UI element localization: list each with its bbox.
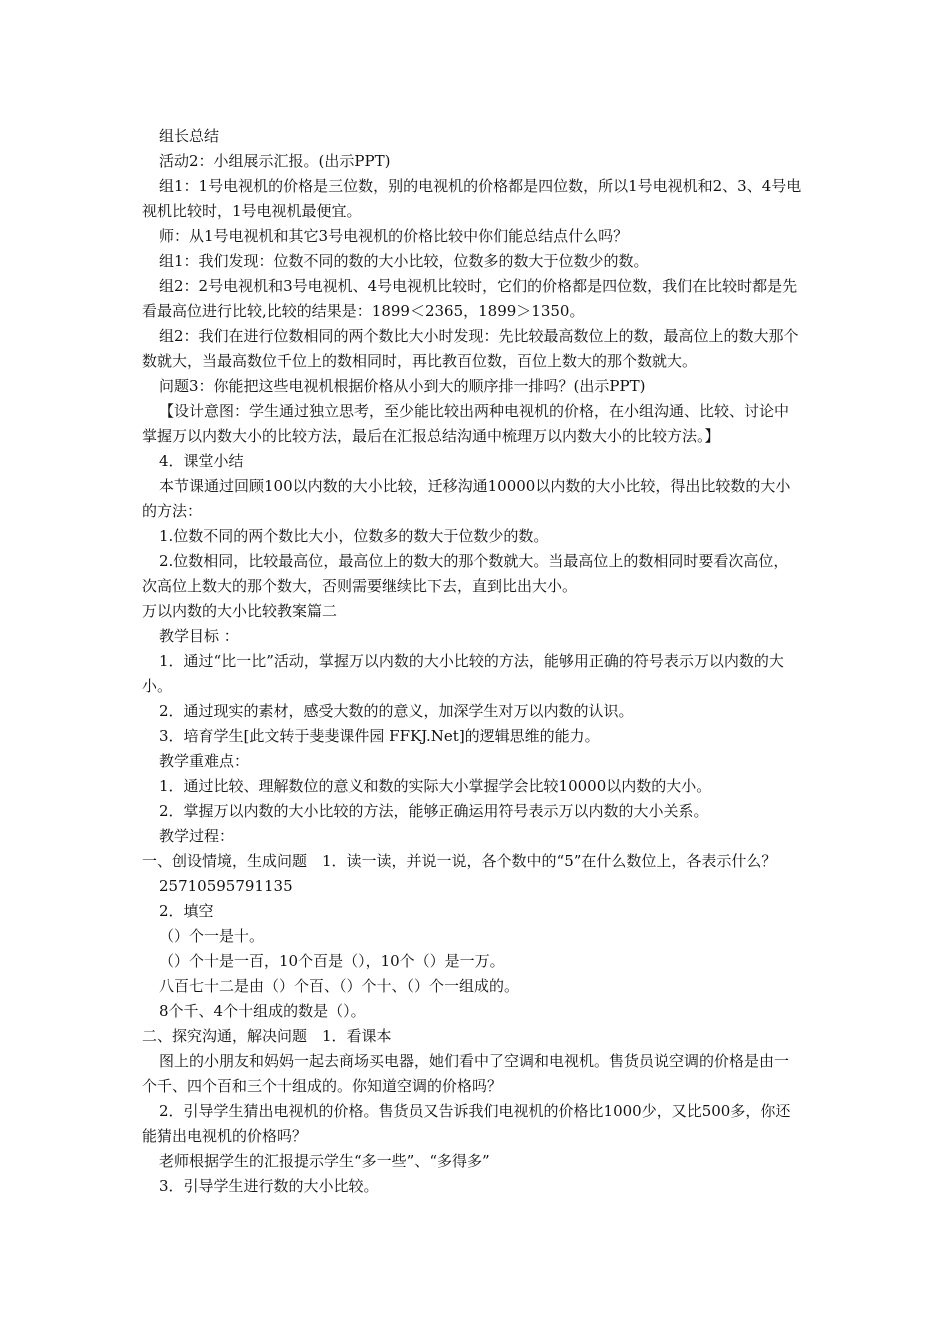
paragraph: （）个十是一百，10个百是（），10个（）是一万。 bbox=[159, 952, 505, 970]
paragraph: 教学重难点： bbox=[159, 752, 250, 770]
paragraph: 【设计意图：学生通过独立思考，至少能比较出两种电视机的价格，在小组沟通、比较、讨论中掌握万以内数大小的比较方法，最后在汇报总结沟通中梳理万以内数大小的比较方法。】 bbox=[142, 402, 790, 445]
paragraph: 2．填空 bbox=[159, 902, 214, 920]
paragraph: 一、创设情境，生成问题 1．读一读，并说一说，各个数中的“5”在什么数位上，各表示什么？ bbox=[142, 852, 777, 870]
paragraph: 组2：我们在进行位数相同的两个数比大小时发现：先比较最高数位上的数，最高位上的数大那个数就大，当最高数位千位上的数相同时，再比教百位数，百位上数大的那个数就大。 bbox=[142, 327, 799, 370]
paragraph: 组1：我们发现：位数不同的数的大小比较，位数多的数大于位数少的数。 bbox=[159, 252, 649, 270]
paragraph: 3．培育学生[此文转于斐斐课件园 FFKJ.Net]的逻辑思维的能力。 bbox=[159, 727, 600, 745]
paragraph: 问题3：你能把这些电视机根据价格从小到大的顺序排一排吗？(出示PPT) bbox=[159, 377, 646, 395]
paragraph: 教学目标 ： bbox=[159, 627, 239, 645]
paragraph: 二、探究沟通，解决问题 1．看课本 bbox=[142, 1027, 392, 1045]
paragraph: 25710595791135 bbox=[159, 877, 293, 895]
paragraph: （）个一是十。 bbox=[159, 927, 265, 945]
paragraph: 组长总结 bbox=[159, 127, 220, 145]
paragraph: 师：从1号电视机和其它3号电视机的价格比较中你们能总结点什么吗？ bbox=[159, 227, 629, 245]
paragraph: 8个千、4个十组成的数是（）。 bbox=[159, 1002, 366, 1020]
paragraph: 教学过程： bbox=[159, 827, 235, 845]
paragraph: 本节课通过回顾100以内数的大小比较，迁移沟通10000以内数的大小比较，得出比较数的大小的方法： bbox=[142, 477, 791, 520]
paragraph: 2．掌握万以内数的大小比较的方法，能够正确运用符号表示万以内数的大小关系。 bbox=[159, 802, 709, 820]
paragraph: 万以内数的大小比较教案篇二 bbox=[142, 602, 338, 620]
paragraph: 活动2：小组展示汇报。(出示PPT) bbox=[159, 152, 391, 170]
paragraph: 老师根据学生的汇报提示学生“多一些”、“多得多” bbox=[159, 1152, 490, 1170]
paragraph: 组1：1号电视机的价格是三位数，别的电视机的价格都是四位数，所以1号电视机和2、3、4号电视机比较时，1号电视机最便宜。 bbox=[142, 177, 802, 220]
paragraph: 3．引导学生进行数的大小比较。 bbox=[159, 1177, 379, 1195]
paragraph: 八百七十二是由（）个百、（）个十、（）个一组成的。 bbox=[159, 977, 520, 995]
document-body bbox=[142, 124, 802, 1199]
paragraph: 2．通过现实的素材，感受大数的的意义，加深学生对万以内数的认识。 bbox=[159, 702, 634, 720]
paragraph: 2．引导学生猜出电视机的价格。售货员又告诉我们电视机的价格比1000少，又比500多，你还能猜出电视机的价格吗？ bbox=[142, 1102, 791, 1145]
paragraph: 2.位数相同，比较最高位，最高位上的数大的那个数就大。当最高位上的数相同时要看次高位，次高位上数大的那个数大，否则需要继续比下去，直到比出大小。 bbox=[142, 552, 789, 595]
paragraph: 组2：2号电视机和3号电视机、4号电视机比较时，它们的价格都是四位数，我们在比较时都是先看最高位进行比较,比较的结果是：1899＜2365，1899＞1350。 bbox=[142, 277, 798, 320]
paragraph: 图上的小朋友和妈妈一起去商场买电器，她们看中了空调和电视机。售货员说空调的价格是由一个千、四个百和三个十组成的。你知道空调的价格吗？ bbox=[142, 1052, 790, 1095]
paragraph: 4．课堂小结 bbox=[159, 452, 244, 470]
paragraph: 1.位数不同的两个数比大小，位数多的数大于位数少的数。 bbox=[159, 527, 549, 545]
paragraph: 1．通过比较、理解数位的意义和数的实际大小掌握学会比较10000以内数的大小。 bbox=[159, 777, 712, 795]
paragraph: 1．通过“比一比”活动，掌握万以内数的大小比较的方法，能够用正确的符号表示万以内数的大小。 bbox=[142, 652, 784, 695]
